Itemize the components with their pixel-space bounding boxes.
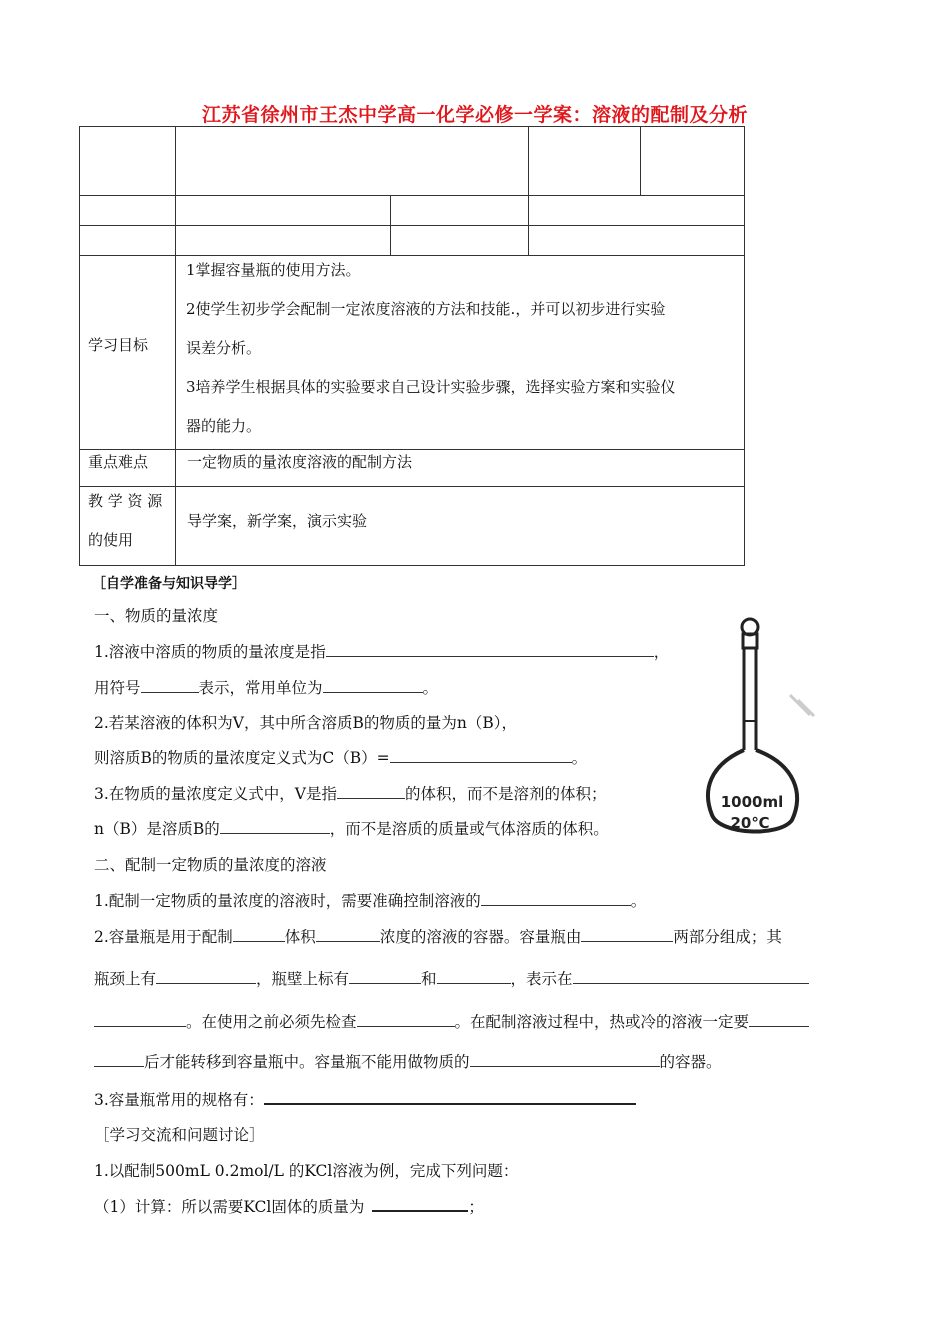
text: 的容器。 bbox=[659, 1053, 722, 1071]
table-rule bbox=[640, 127, 641, 195]
fill-blank bbox=[357, 1012, 455, 1027]
resources-label: 教 学 资 源 bbox=[88, 492, 163, 510]
text-line bbox=[94, 748, 587, 768]
table-rule bbox=[80, 195, 744, 196]
text: 的体积，而不是溶剂的体积； bbox=[404, 785, 607, 803]
text-line bbox=[94, 1089, 636, 1110]
text-line bbox=[94, 927, 782, 947]
fill-blank bbox=[749, 1012, 809, 1027]
text-line bbox=[94, 1196, 484, 1217]
text-line bbox=[94, 678, 438, 698]
table-rule bbox=[80, 486, 744, 487]
text: ， bbox=[653, 643, 670, 661]
section-heading: ［学习交流和问题讨论］ bbox=[94, 1126, 265, 1144]
text: 2.容量瓶是用于配制 bbox=[94, 928, 233, 946]
fill-blank bbox=[156, 969, 256, 984]
table-rule bbox=[80, 449, 744, 450]
fill-blank bbox=[337, 784, 405, 799]
text: （1）计算：所以需要KCl固体的质量为 bbox=[94, 1198, 365, 1216]
table-rule bbox=[80, 225, 744, 226]
info-table bbox=[79, 126, 745, 566]
objective-line: 2使学生初步学会配制一定浓度溶液的方法和技能.，并可以初步进行实验 bbox=[186, 300, 666, 318]
fill-blank bbox=[470, 1052, 660, 1067]
text-line bbox=[94, 891, 646, 911]
flask-volume: 1000ml bbox=[720, 793, 784, 811]
text: ，而不是溶质的质量或气体溶质的体积。 bbox=[329, 820, 609, 838]
resources-label-2: 的使用 bbox=[88, 531, 134, 549]
fill-blank bbox=[264, 1089, 636, 1105]
text-line bbox=[94, 1012, 809, 1032]
fill-blank bbox=[581, 927, 673, 942]
fill-blank bbox=[372, 1196, 468, 1212]
fill-blank bbox=[141, 678, 199, 693]
key-value: 一定物质的量浓度溶液的配制方法 bbox=[187, 453, 413, 471]
fill-blank bbox=[323, 678, 423, 693]
table-rule bbox=[528, 127, 529, 255]
text-line bbox=[94, 1052, 722, 1072]
text: ，表示在 bbox=[510, 970, 573, 988]
text: 。 bbox=[630, 892, 647, 910]
text-line: 2.若某溶液的体积为V，其中所含溶质B的物质的量为n（B）， bbox=[94, 714, 517, 732]
text: 。在使用之前必须先检查 bbox=[186, 1013, 357, 1031]
fill-blank bbox=[316, 927, 380, 942]
objective-line: 3培养学生根据具体的实验要求自己设计实验步骤，选择实验方案和实验仪 bbox=[186, 378, 676, 396]
text: 体积 bbox=[284, 928, 316, 946]
table-rule bbox=[390, 195, 391, 255]
prep-heading: ［自学准备与知识导学］ bbox=[92, 576, 246, 592]
fill-blank bbox=[94, 1012, 186, 1027]
objective-line: 误差分析。 bbox=[186, 339, 262, 357]
text: 。在配制溶液过程中，热或冷的溶液一定要 bbox=[454, 1013, 750, 1031]
text: 3.容量瓶常用的规格有： bbox=[94, 1091, 264, 1109]
text-line bbox=[94, 969, 809, 989]
volumetric-flask-icon bbox=[700, 615, 820, 845]
flask-temperature: 20℃ bbox=[730, 814, 770, 832]
key-label: 重点难点 bbox=[88, 453, 149, 471]
text: 用符号 bbox=[94, 679, 141, 697]
objective-line: 器的能力。 bbox=[186, 417, 262, 435]
resources-value: 导学案，新学案，演示实验 bbox=[187, 512, 368, 530]
section-heading: 二、配制一定物质的量浓度的溶液 bbox=[94, 856, 327, 874]
objectives-label: 学习目标 bbox=[88, 336, 149, 354]
text: ，瓶壁上标有 bbox=[256, 970, 350, 988]
fill-blank bbox=[233, 927, 285, 942]
text-line bbox=[94, 642, 669, 662]
text-line: 1.以配制500mL 0.2mol/L 的KCl溶液为例，完成下列问题： bbox=[94, 1162, 519, 1180]
text: ； bbox=[468, 1198, 484, 1216]
text: 。 bbox=[571, 749, 588, 767]
fill-blank bbox=[437, 969, 511, 984]
fill-blank bbox=[94, 1052, 144, 1067]
fill-blank bbox=[390, 748, 572, 763]
text: n（B）是溶质B的 bbox=[94, 820, 220, 838]
text: 。 bbox=[422, 679, 439, 697]
objective-line: 1掌握容量瓶的使用方法。 bbox=[186, 261, 361, 279]
text: 和 bbox=[421, 970, 437, 988]
text: 表示，常用单位为 bbox=[198, 679, 323, 697]
text: 1.溶液中溶质的物质的量浓度是指 bbox=[94, 643, 326, 661]
fill-blank bbox=[326, 642, 654, 657]
page-title: 江苏省徐州市王杰中学高一化学必修一学案：溶液的配制及分析 bbox=[201, 104, 748, 126]
text: 后才能转移到容量瓶中。容量瓶不能用做物质的 bbox=[144, 1053, 470, 1071]
fill-blank bbox=[220, 819, 330, 834]
text: 则溶质B的物质的量浓度定义式为C（B）= bbox=[94, 749, 390, 767]
text: 浓度的溶液的容器。容量瓶由 bbox=[379, 928, 582, 946]
fill-blank bbox=[481, 891, 631, 906]
text: 两部分组成；其 bbox=[673, 928, 782, 946]
text: 瓶颈上有 bbox=[94, 970, 157, 988]
fill-blank bbox=[349, 969, 421, 984]
text-line bbox=[94, 819, 609, 839]
table-rule bbox=[80, 255, 744, 256]
fill-blank bbox=[573, 969, 809, 984]
text: 1.配制一定物质的量浓度的溶液时，需要准确控制溶液的 bbox=[94, 892, 481, 910]
text: 3.在物质的量浓度定义式中，V是指 bbox=[94, 785, 337, 803]
section-heading: 一、物质的量浓度 bbox=[94, 607, 219, 625]
table-rule bbox=[175, 127, 176, 565]
text-line bbox=[94, 784, 607, 804]
